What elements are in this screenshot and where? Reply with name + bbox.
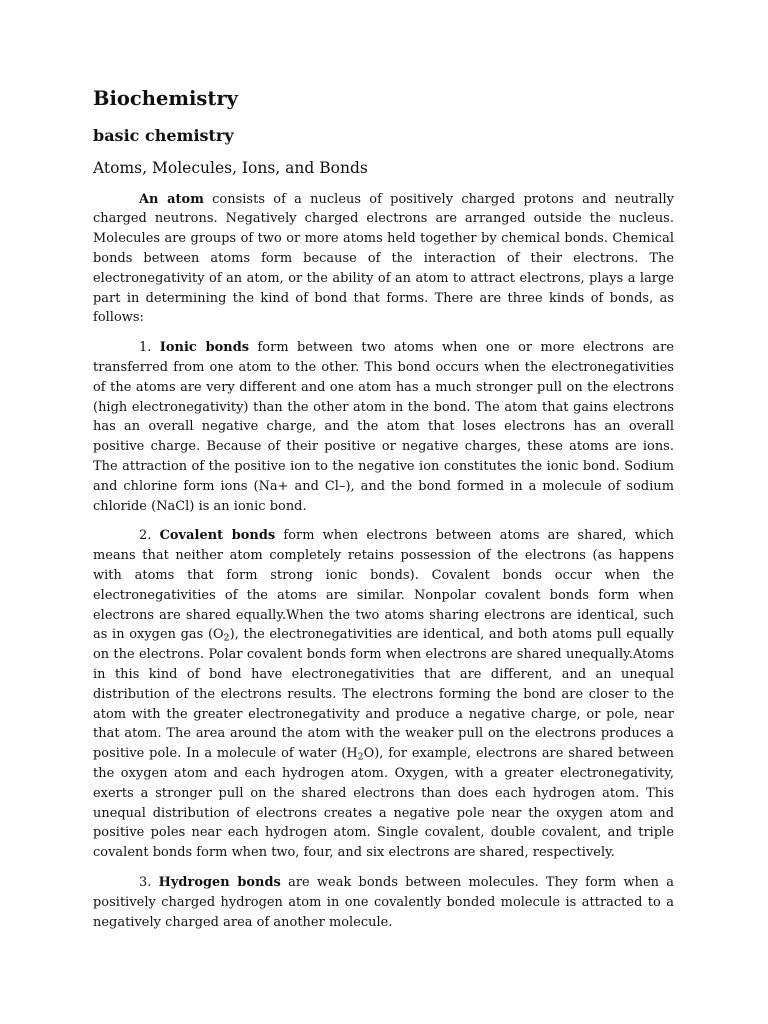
covalent-text-2: ), the electronegativities are identical, and both atoms pull equally on the electrons. Polar covalent bonds form when electrons are shared unequally.Atoms in this kind of bond have electronegativities that are different, and an unequal distribution of the electrons results. The electrons forming the bond are closer to the atom with the greater electronegativity and produce a negative charge, or pole, near that atom. The area around the atom with the weaker pull on the electrons produces a positive pole. In a molecule of water (H <box>93 627 674 762</box>
ionic-bonds-paragraph <box>93 338 674 516</box>
ionic-number: 1. <box>139 340 160 356</box>
section-heading: Atoms, Molecules, Ions, and Bonds <box>93 158 368 177</box>
hydrogen-text: are weak bonds between molecules. They form when a positively charged hydrogen atom in one covalently bonded molecule is attracted to a negatively charged area of another molecule. <box>93 874 674 930</box>
oxygen-subscript: 2 <box>223 632 230 644</box>
intro-paragraph <box>93 190 674 329</box>
intro-lead: An atom <box>139 191 204 207</box>
document-title: Biochemistry <box>93 87 238 110</box>
ionic-text: form between two atoms when one or more electrons are transferred from one atom to the other. This bond occurs when the electronegativities of the atoms are very different and one atom has a much stronger pull on the electrons (high electronegativity) than the other atom in the bond. The atom that gains electrons has an overall negative charge, and the atom that loses electrons has an overall positive charge. Because of their positive or negative charges, these atoms are ions. The attraction of the positive ion to the negative ion constitutes the ionic bond. Sodium and chlorine form ions (Na+ and Cl–), and the bond formed in a molecule of sodium chloride (NaCl) is an ionic bond. <box>93 340 674 514</box>
hydrogen-number: 3. <box>139 874 159 890</box>
covalent-bonds-paragraph <box>93 526 674 863</box>
covalent-lead: Covalent bonds <box>159 528 276 544</box>
water-subscript: 2 <box>357 751 364 763</box>
covalent-text-3: O), for example, electrons are shared between the oxygen atom and each hydrogen atom. Oxygen, with a greater electronegativity, exerts a stronger pull on the shared electrons than does each hydrogen atom. This unequal distribution of electrons creates a negative pole near the oxygen atom and positive poles near each hydrogen atom. Single covalent, double covalent, and triple covalent bonds form when two, four, and six electrons are shared, respectively. <box>93 746 674 861</box>
document-subtitle: basic chemistry <box>93 126 234 146</box>
intro-text: consists of a nucleus of positively charged protons and neutrally charged neutrons. Negatively charged electrons are arranged outside the nucleus. Molecules are groups of two or more atoms held together by chemical bonds. Chemical bonds between atoms form because of the interaction of their electrons. The electronegativity of an atom, or the ability of an atom to attract electrons, plays a large part in determining the kind of bond that forms. There are three kinds of bonds, as follows: <box>93 191 674 326</box>
hydrogen-lead: Hydrogen bonds <box>158 874 281 890</box>
hydrogen-bonds-paragraph <box>93 873 674 932</box>
ionic-lead: Ionic bonds <box>159 340 250 356</box>
covalent-text-1: form when electrons between atoms are shared, which means that neither atom completely retains possession of the electrons (as happens with atoms that form strong ionic bonds). Covalent bonds occur when the electronegativities of the atoms are similar. Nonpolar covalent bonds form when electrons are shared equally.When the two atoms sharing electrons are identical, such as in oxygen gas (O <box>93 528 674 643</box>
covalent-number: 2. <box>139 528 160 544</box>
